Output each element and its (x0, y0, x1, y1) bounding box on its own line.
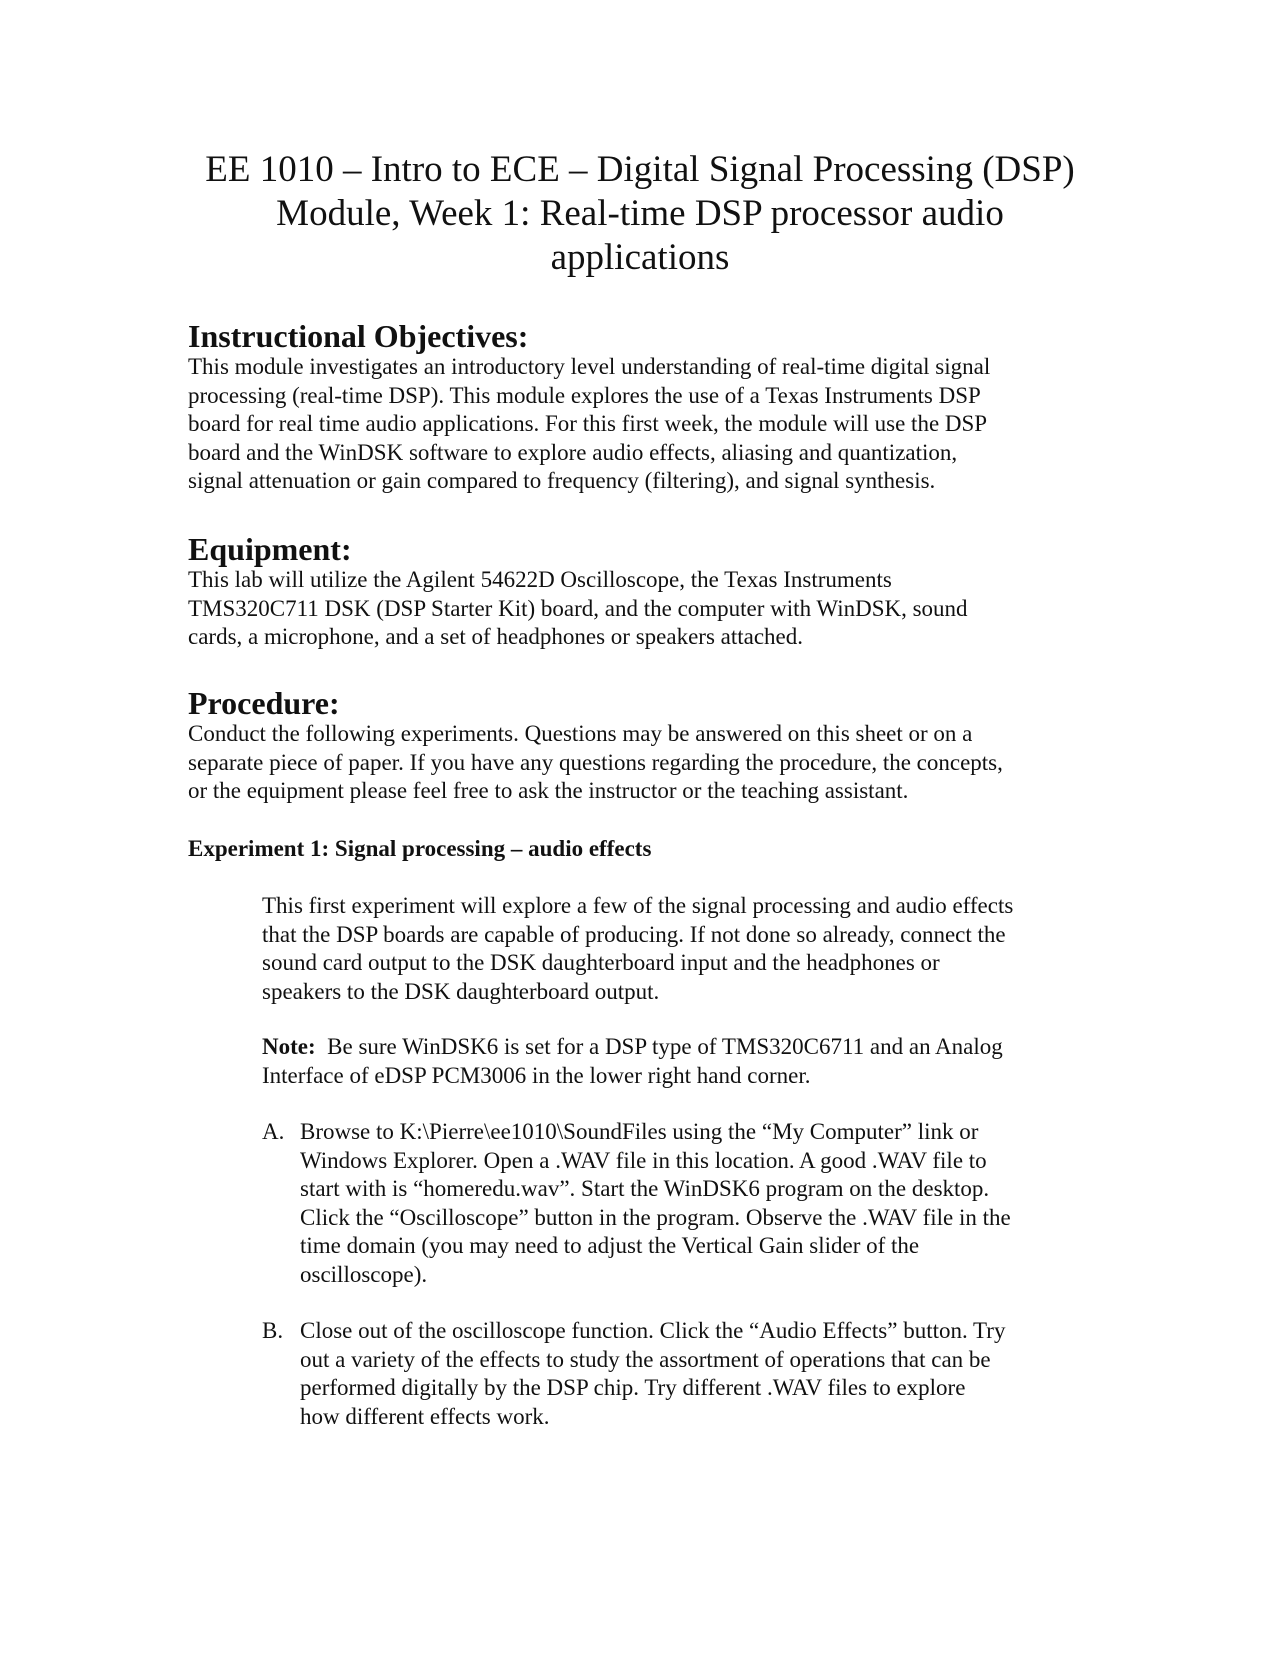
equipment-line: TMS320C711 DSK (DSP Starter Kit) board, and the computer with WinDSK, sound (188, 595, 968, 621)
step-b-line: out a variety of the effects to study the assortment of operations that can be (300, 1346, 991, 1372)
note-text: Be sure WinDSK6 is set for a DSP type of TMS320C6711 and an Analog (315, 1034, 1003, 1059)
step-b-line: Close out of the oscilloscope function. Click the “Audio Effects” button. Try (300, 1318, 1006, 1343)
objectives-line: processing (real-time DSP). This module explores the use of a Texas Instruments DSP (188, 382, 981, 408)
step-a-line: start with is “homeredu.wav”. Start the WinDSK6 program on the desktop. (300, 1176, 990, 1202)
step-a-line: time domain (you may need to adjust the Vertical Gain slider of the (300, 1233, 920, 1259)
experiment-intro-line: speakers to the DSK daughterboard output. (262, 978, 660, 1004)
title-line-1: EE 1010 – Intro to ECE – Digital Signal Processing (DSP) (205, 149, 1075, 190)
objectives-line: This module investigates an introductory level understanding of real-time digital signal (188, 354, 991, 379)
step-a-line: Click the “Oscilloscope” button in the program. Observe the .WAV file in the (300, 1204, 1011, 1230)
step-a-line: Windows Explorer. Open a .WAV file in this location. A good .WAV file to (300, 1147, 987, 1173)
experiment-1-intro (262, 892, 1013, 1006)
experiment-1-heading: Experiment 1: Signal processing – audio effects (188, 836, 652, 861)
note-text-line-2: Interface of eDSP PCM3006 in the lower right hand corner. (262, 1062, 811, 1088)
title-line-3: applications (550, 237, 730, 278)
procedure-heading: Procedure: (188, 685, 340, 721)
step-a (262, 1118, 1011, 1290)
procedure-line: or the equipment please feel free to ask the instructor or the teaching assistant. (188, 778, 909, 804)
experiment-intro-line: sound card output to the DSK daughterboard input and the headphones or (262, 950, 940, 976)
step-b-line: how different effects work. (300, 1403, 550, 1429)
procedure-paragraph (188, 720, 1003, 806)
procedure-line: separate piece of paper. If you have any questions regarding the procedure, the concepts, (188, 749, 1003, 775)
objectives-line: board and the WinDSK software to explore audio effects, aliasing and quantization, (188, 439, 958, 465)
note-label: Note: (262, 1034, 316, 1059)
equipment-heading: Equipment: (188, 531, 352, 567)
step-marker: A. (262, 1119, 285, 1144)
objectives-line: board for real time audio applications. For this first week, the module will use the DSP (188, 411, 988, 437)
equipment-paragraph (188, 566, 968, 652)
experiment-1-note (262, 1033, 1003, 1090)
experiment-intro-line: This first experiment will explore a few of the signal processing and audio effects (262, 893, 1014, 918)
document-title (150, 148, 1130, 280)
equipment-line: This lab will utilize the Agilent 54622D Oscilloscope, the Texas Instruments (188, 567, 892, 592)
step-a-line: oscilloscope). (300, 1261, 428, 1287)
procedure-line: Conduct the following experiments. Questions may be answered on this sheet or on a (188, 721, 973, 746)
equipment-line: cards, a microphone, and a set of headphones or speakers attached. (188, 624, 804, 650)
experiment-intro-line: that the DSP boards are capable of producing. If not done so already, connect the (262, 921, 1006, 947)
objectives-paragraph (188, 353, 990, 496)
objectives-line: signal attenuation or gain compared to frequency (filtering), and signal synthesis. (188, 468, 936, 494)
title-line-2: Module, Week 1: Real-time DSP processor audio (276, 193, 1004, 234)
step-b-line: performed digitally by the DSP chip. Try different .WAV files to explore (300, 1375, 966, 1401)
step-a-line: Browse to K:\Pierre\ee1010\SoundFiles using the “My Computer” link or (300, 1119, 979, 1144)
step-marker: B. (262, 1318, 284, 1343)
objectives-heading: Instructional Objectives: (188, 318, 529, 354)
step-b (262, 1317, 1005, 1431)
